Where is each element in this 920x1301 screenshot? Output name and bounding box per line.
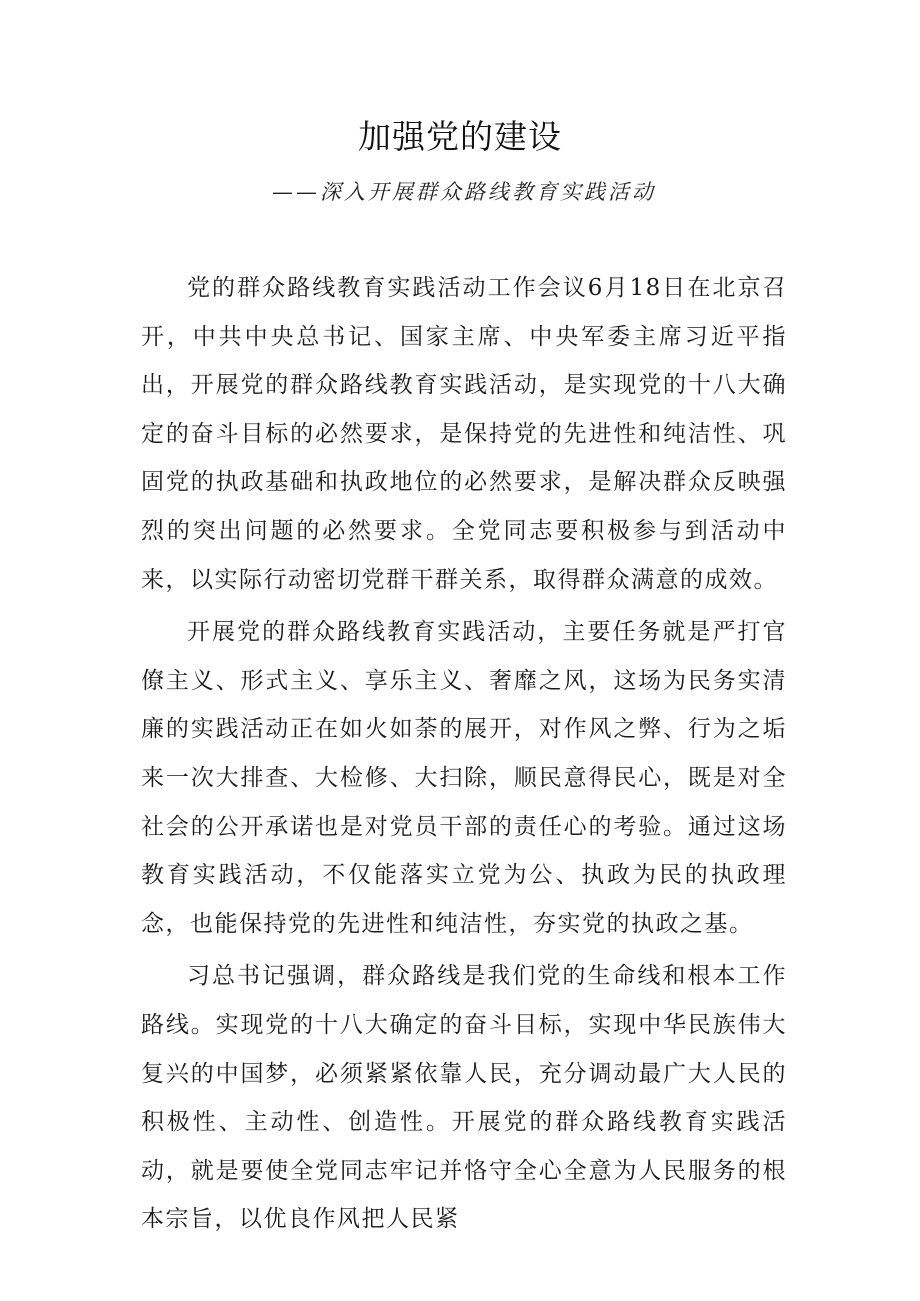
document-title: 加强党的建设 <box>358 117 562 156</box>
paragraph-2: 开展党的群众路线教育实践活动，主要任务就是严打官僚主义、形式主义、享乐主义、奢靡之风，这场为民务实清廉的实践活动正在如火如荼的展开，对作风之弊、行为之垢来一次大排查、大检修、大扫除，顺民意得民心，既是对全社会的公开承诺也是对党员干部的责任心的考验。通过这场教育实践活动，不仅能落实立党为公、执政为民的执政理念，也能保持党的先进性和纯洁性，夯实党的执政之基。 <box>141 619 787 937</box>
paragraph-3: 习总书记强调，群众路线是我们党的生命线和根本工作路线。实现党的十八大确定的奋斗目标，实现中华民族伟大复兴的中国梦，必须紧紧依靠人民，充分调动最广大人民的积极性、主动性、创造性。开展党的群众路线教育实践活动，就是要使全党同志牢记并恪守全心全意为人民服务的根本宗旨，以优良作风把人民紧 <box>141 963 787 1233</box>
paragraph-1: 党的群众路线教育实践活动工作会议6月18日在北京召开，中共中央总书记、国家主席、中央军委主席习近平指出，开展党的群众路线教育实践活动，是实现党的十八大确定的奋斗目标的必然要求，是保持党的先进性和纯洁性、巩固党的执政基础和执政地位的必然要求，是解决群众反映强烈的突出问题的必然要求。全党同志要积极参与到活动中来，以实际行动密切党群干群关系，取得群众满意的成效。 <box>141 275 787 593</box>
document-subtitle: ——深入开展群众路线教育实践活动 <box>272 180 656 204</box>
document-body <box>141 264 787 1248</box>
